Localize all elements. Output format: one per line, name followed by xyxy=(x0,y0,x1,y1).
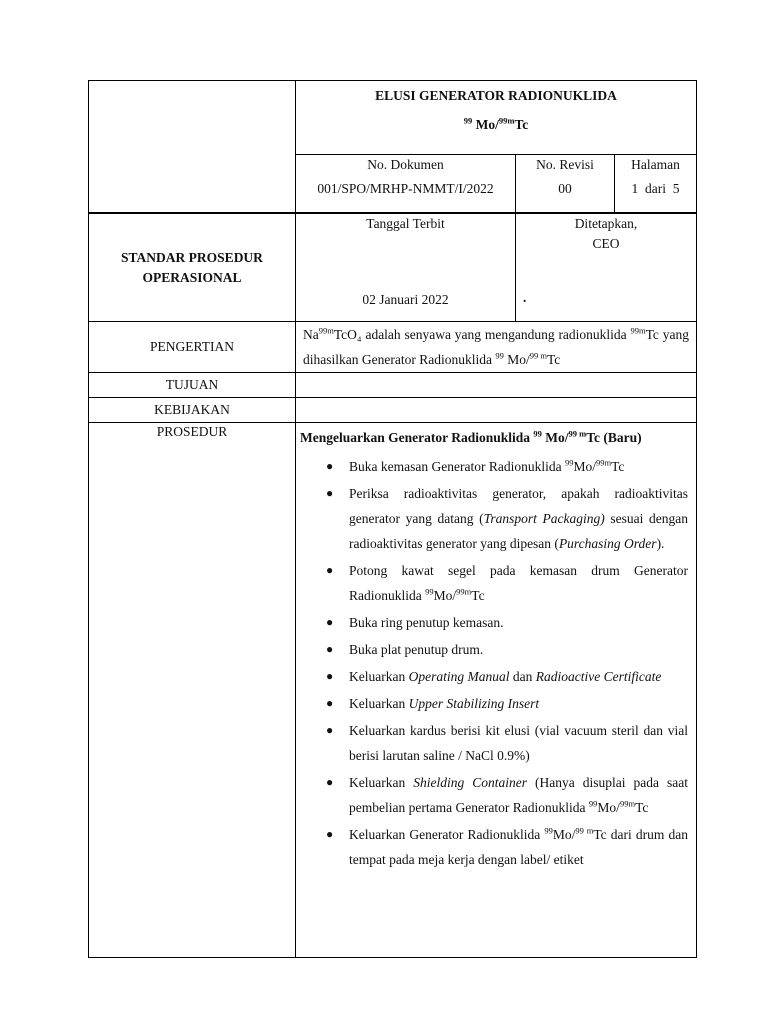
kebijakan-label: KEBIJAKAN xyxy=(89,398,296,423)
no-revisi-value: 00 xyxy=(558,181,572,196)
list-item: ● Buka kemasan Generator Radionuklida $^{99}$Mo/$^{99m}$Tc xyxy=(296,454,696,479)
logo-cell xyxy=(89,81,296,213)
no-dokumen-cell xyxy=(296,155,516,213)
document-title xyxy=(296,81,697,155)
list-item: ● Keluarkan Shielding Container (Hanya disuplai pada saat pembelian pertama Generator Radionuklida $^{99}$Mo/$^{99m}$Tc xyxy=(296,770,696,820)
bullet-icon: ● xyxy=(326,615,334,629)
halaman-cell xyxy=(615,155,697,213)
procedure-table xyxy=(88,213,697,958)
tujuan-label: TUJUAN xyxy=(89,373,296,398)
tanggal-terbit-value: 02 Januari 2022 xyxy=(362,292,449,307)
prosedur-heading: Mengeluarkan Generator Radionuklida $^{99}$ Mo/$^{99 m}$Tc (Baru) xyxy=(300,428,642,445)
bullet-icon: ● xyxy=(326,563,334,577)
prosedur-steps xyxy=(296,451,696,872)
spo-label: STANDAR PROSEDUR OPERASIONAL xyxy=(89,214,296,322)
list-item: ● Periksa radioaktivitas generator, apakah radioaktivitas generator yang datang (Transport Packaging) sesuai dengan radioaktivitas generator yang dipesan (Purchasing Order). xyxy=(296,481,696,556)
tanggal-terbit-label: Tanggal Terbit xyxy=(366,216,445,231)
list-item: ● Buka ring penutup kemasan. xyxy=(296,610,696,635)
no-dokumen-label: No. Dokumen xyxy=(367,157,444,172)
bullet-icon: ● xyxy=(326,642,334,656)
bullet-icon: ● xyxy=(326,459,334,473)
list-item: ● Keluarkan Operating Manual dan Radioactive Certificate xyxy=(296,664,696,689)
halaman-value: 1 dari 5 xyxy=(631,181,680,196)
bullet-icon: ● xyxy=(326,775,334,789)
bullet-icon: ● xyxy=(326,696,334,710)
list-item: ● Potong kawat segel pada kemasan drum Generator Radionuklida $^{99}$Mo/$^{99m}$Tc xyxy=(296,558,696,608)
list-item: ● Keluarkan kardus berisi kit elusi (vial vacuum steril dan vial berisi larutan saline / NaCl 0.9%) xyxy=(296,718,696,768)
halaman-label: Halaman xyxy=(631,157,680,172)
no-revisi-label: No. Revisi xyxy=(536,157,594,172)
list-item: ● Keluarkan Generator Radionuklida $^{99}$Mo/$^{99 m}$Tc dari drum dan tempat pada meja kerja dengan label/ etiket xyxy=(296,822,696,872)
pengertian-text: $Na^{99m}TcO_4$ adalah senyawa yang mengandung radionuklida $^{99m}$Tc yang dihasilkan Generator Radionuklida $^{99}$ Mo/$^{99 m}$Tc xyxy=(296,322,697,373)
document-header-table xyxy=(88,80,697,213)
title-line1: ELUSI GENERATOR RADIONUKLIDA xyxy=(375,88,617,103)
bullet-icon: ● xyxy=(326,723,334,737)
no-revisi-cell xyxy=(516,155,615,213)
ditetapkan-label: Ditetapkan, xyxy=(574,216,638,231)
list-item: ● Buka plat penutup drum. xyxy=(296,637,696,662)
prosedur-content xyxy=(296,423,697,958)
no-dokumen-value: 001/SPO/MRHP-NMMT/I/2022 xyxy=(317,181,494,196)
ditetapkan-role: CEO xyxy=(592,236,620,251)
signature-mark: . xyxy=(523,290,527,305)
bullet-icon: ● xyxy=(326,486,334,500)
ditetapkan-cell xyxy=(516,214,697,322)
tujuan-value xyxy=(296,373,697,398)
title-line2: $^{99}$ Mo/$^{99m}$Tc xyxy=(463,115,529,132)
list-item: ● Keluarkan Upper Stabilizing Insert xyxy=(296,691,696,716)
prosedur-label: PROSEDUR xyxy=(89,423,296,958)
pengertian-label: PENGERTIAN xyxy=(89,322,296,373)
tanggal-terbit-cell xyxy=(296,214,516,322)
bullet-icon: ● xyxy=(326,669,334,683)
bullet-icon: ● xyxy=(326,827,334,841)
kebijakan-value xyxy=(296,398,697,423)
